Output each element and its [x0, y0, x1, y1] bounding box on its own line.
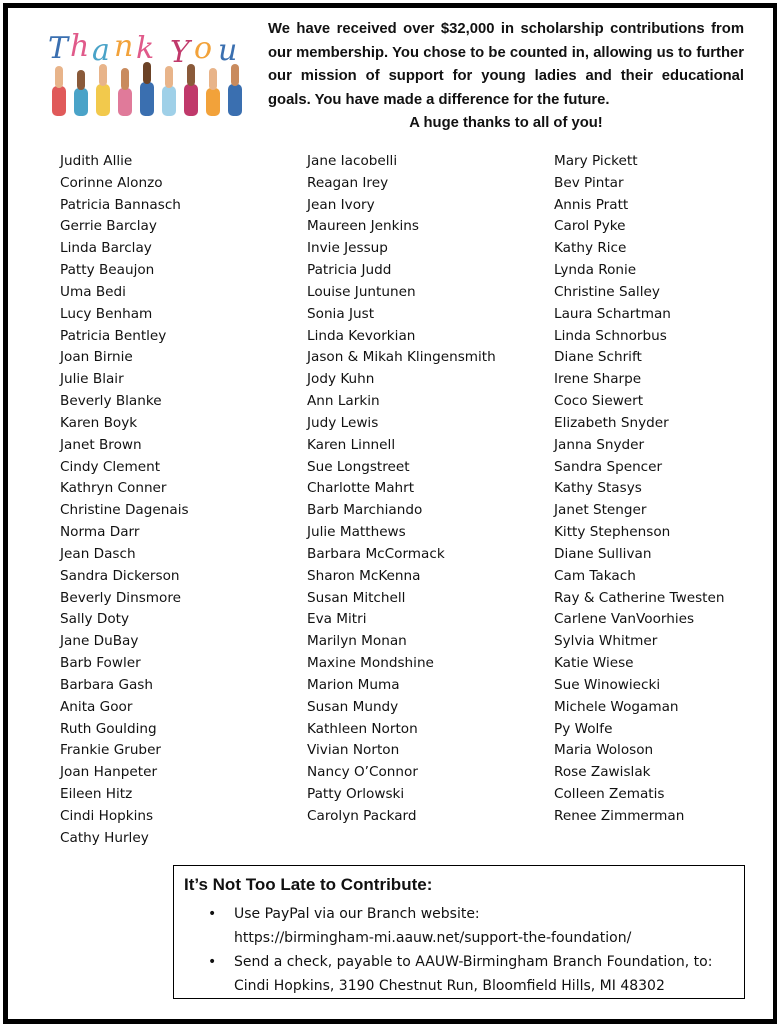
donor-name: Bev Pintar	[554, 174, 624, 191]
donor-name: Laura Schartman	[554, 305, 671, 322]
donor-name: Sally Doty	[60, 611, 130, 628]
donor-name: Coco Siewert	[554, 393, 644, 410]
thanks-line: A huge thanks to all of you!	[409, 115, 603, 131]
donor-name: Cathy Hurley	[60, 829, 149, 846]
donor-name: Christine Dagenais	[60, 502, 189, 519]
donor-name: Uma Bedi	[60, 283, 126, 300]
donor-name: Gerrie Barclay	[60, 218, 157, 235]
logo-letter: k	[136, 31, 155, 66]
donor-name: Invie Jessup	[307, 240, 388, 257]
logo-letter: n	[114, 29, 134, 64]
donor-name: Michele Wogaman	[554, 698, 679, 715]
logo-letter: u	[218, 33, 238, 68]
donor-name: Norma Darr	[60, 524, 140, 541]
donor-name: Linda Schnorbus	[554, 327, 667, 344]
donor-name: Lucy Benham	[60, 305, 153, 322]
donor-name: Mary Pickett	[554, 153, 638, 169]
donor-name: Ruth Goulding	[60, 720, 157, 737]
intro-paragraph: We have received over $32,000 in scholarship contributions from our membership. You chose to be counted in, allowing us to further our mission of support for young ladies and their educational goals. You have made a difference for the future.	[268, 21, 744, 108]
donor-name: Renee Zimmerman	[554, 807, 685, 824]
donor-name: Ann Larkin	[307, 393, 380, 410]
donor-name: Sue Winowiecki	[554, 676, 661, 693]
logo-letter: Y	[170, 35, 190, 70]
donor-name: Patricia Judd	[307, 262, 392, 279]
donor-name: Linda Barclay	[60, 240, 152, 257]
donor-name: Sonia Just	[307, 305, 375, 322]
mailing-address: Cindi Hopkins, 3190 Chestnut Run, Bloomfield Hills, MI 48302	[234, 977, 665, 994]
donor-name: Sylvia Whitmer	[554, 633, 658, 650]
donor-name: Nancy O’Connor	[307, 764, 418, 781]
donor-name: Kathy Rice	[554, 240, 627, 257]
donor-name: Marilyn Monan	[307, 633, 407, 650]
donor-name: Vivian Norton	[307, 742, 400, 759]
donor-name: Judith Allie	[60, 153, 133, 169]
donor-name: Sue Longstreet	[307, 458, 410, 475]
donor-column-3	[554, 151, 725, 828]
donor-name: Patricia Bannasch	[60, 196, 181, 213]
donor-name: Jane Iacobelli	[307, 153, 398, 169]
donor-name: Diane Schrift	[554, 349, 642, 366]
donor-name: Julie Blair	[60, 371, 124, 388]
contribute-list	[206, 903, 736, 999]
donor-name: Ray & Catherine Twesten	[554, 589, 725, 606]
donor-name: Susan Mitchell	[307, 589, 406, 606]
donor-name: Linda Kevorkian	[307, 327, 416, 344]
donor-name: Joan Birnie	[60, 349, 133, 366]
contribute-box	[173, 865, 745, 999]
check-instruction: Send a check, payable to AAUW-Birmingham Branch Foundation, to:	[234, 954, 713, 970]
bullet-icon: •	[208, 906, 217, 922]
donor-name: Cindy Clement	[60, 458, 161, 475]
donor-column-2	[307, 151, 496, 828]
donor-name: Eileen Hitz	[60, 786, 133, 803]
donor-name: Joan Hanpeter	[60, 764, 158, 781]
donor-name: Susan Mundy	[307, 698, 399, 715]
donor-name: Sandra Spencer	[554, 458, 663, 475]
donor-name: Barbara Gash	[60, 676, 154, 693]
donor-name: Kathleen Norton	[307, 720, 418, 737]
donor-name: Barb Marchiando	[307, 502, 423, 519]
donor-name: Patricia Bentley	[60, 327, 167, 344]
donor-name: Judy Lewis	[307, 414, 379, 431]
donor-name: Barb Fowler	[60, 655, 141, 672]
donor-name: Karen Boyk	[60, 414, 138, 431]
donor-name: Jason & Mikah Klingensmith	[307, 349, 496, 366]
donor-name: Janet Brown	[60, 436, 142, 453]
donor-name: Maria Woloson	[554, 742, 654, 759]
donor-name: Jane DuBay	[60, 633, 139, 650]
donor-name: Barbara McCormack	[307, 545, 445, 562]
donor-name: Sandra Dickerson	[60, 567, 180, 584]
donor-name: Elizabeth Snyder	[554, 414, 669, 431]
donor-name: Cindi Hopkins	[60, 807, 154, 824]
thank-you-logo	[44, 26, 254, 118]
donor-column-1	[60, 151, 189, 850]
donor-name: Julie Matthews	[307, 524, 406, 541]
donor-name: Marion Muma	[307, 676, 400, 693]
donor-name: Beverly Dinsmore	[60, 589, 181, 606]
bullet-icon: •	[208, 954, 217, 970]
logo-letter: h	[70, 29, 90, 64]
donor-name: Maureen Jenkins	[307, 218, 419, 235]
donor-name: Patty Beaujon	[60, 262, 155, 279]
donor-name: Louise Juntunen	[307, 283, 416, 300]
donor-name: Maxine Mondshine	[307, 655, 434, 672]
donor-name: Corinne Alonzo	[60, 174, 163, 191]
donor-name: Janna Snyder	[554, 436, 645, 453]
logo-letter: T	[48, 31, 69, 66]
donor-name: Kathryn Conner	[60, 480, 167, 497]
donor-name: Kathy Stasys	[554, 480, 642, 497]
donor-name: Jody Kuhn	[307, 371, 375, 388]
donor-name: Carol Pyke	[554, 218, 626, 235]
contribute-item-paypal	[206, 903, 736, 950]
donor-name: Diane Sullivan	[554, 545, 652, 562]
paypal-link[interactable]: https://birmingham-mi.aauw.net/support-the-foundation/	[234, 929, 632, 946]
contribute-heading: It’s Not Too Late to Contribute:	[184, 875, 433, 894]
donor-name: Kitty Stephenson	[554, 524, 671, 541]
donor-name: Irene Sharpe	[554, 371, 642, 388]
donor-name: Janet Stenger	[554, 502, 647, 519]
intro-message	[268, 18, 744, 136]
logo-letter: o	[194, 31, 213, 66]
donor-name: Charlotte Mahrt	[307, 480, 415, 497]
paypal-instruction: Use PayPal via our Branch website:	[234, 906, 480, 922]
hands-illustration	[52, 62, 242, 116]
donor-name: Cam Takach	[554, 567, 636, 584]
donor-name: Frankie Gruber	[60, 742, 162, 759]
donor-name: Jean Ivory	[307, 196, 375, 213]
thank-you-lettering	[48, 29, 237, 70]
donor-name: Christine Salley	[554, 283, 660, 300]
donor-name: Carolyn Packard	[307, 807, 417, 824]
donor-name: Katie Wiese	[554, 655, 634, 672]
donor-name: Patty Orlowski	[307, 786, 405, 803]
donor-name: Eva Mitri	[307, 611, 367, 628]
donor-name: Py Wolfe	[554, 720, 613, 737]
contribute-item-check	[206, 951, 736, 998]
donor-name: Sharon McKenna	[307, 567, 421, 584]
donor-name: Lynda Ronie	[554, 262, 637, 279]
donor-name: Reagan Irey	[307, 174, 389, 191]
donor-name: Rose Zawislak	[554, 764, 651, 781]
donor-name: Anita Goor	[60, 698, 133, 715]
donor-name: Carlene VanVoorhies	[554, 611, 695, 628]
donor-name: Karen Linnell	[307, 436, 396, 453]
donor-name: Annis Pratt	[554, 196, 629, 213]
donor-name: Jean Dasch	[60, 545, 136, 562]
donor-name: Beverly Blanke	[60, 393, 162, 410]
donor-name: Colleen Zematis	[554, 786, 665, 803]
logo-letter: a	[92, 33, 110, 68]
